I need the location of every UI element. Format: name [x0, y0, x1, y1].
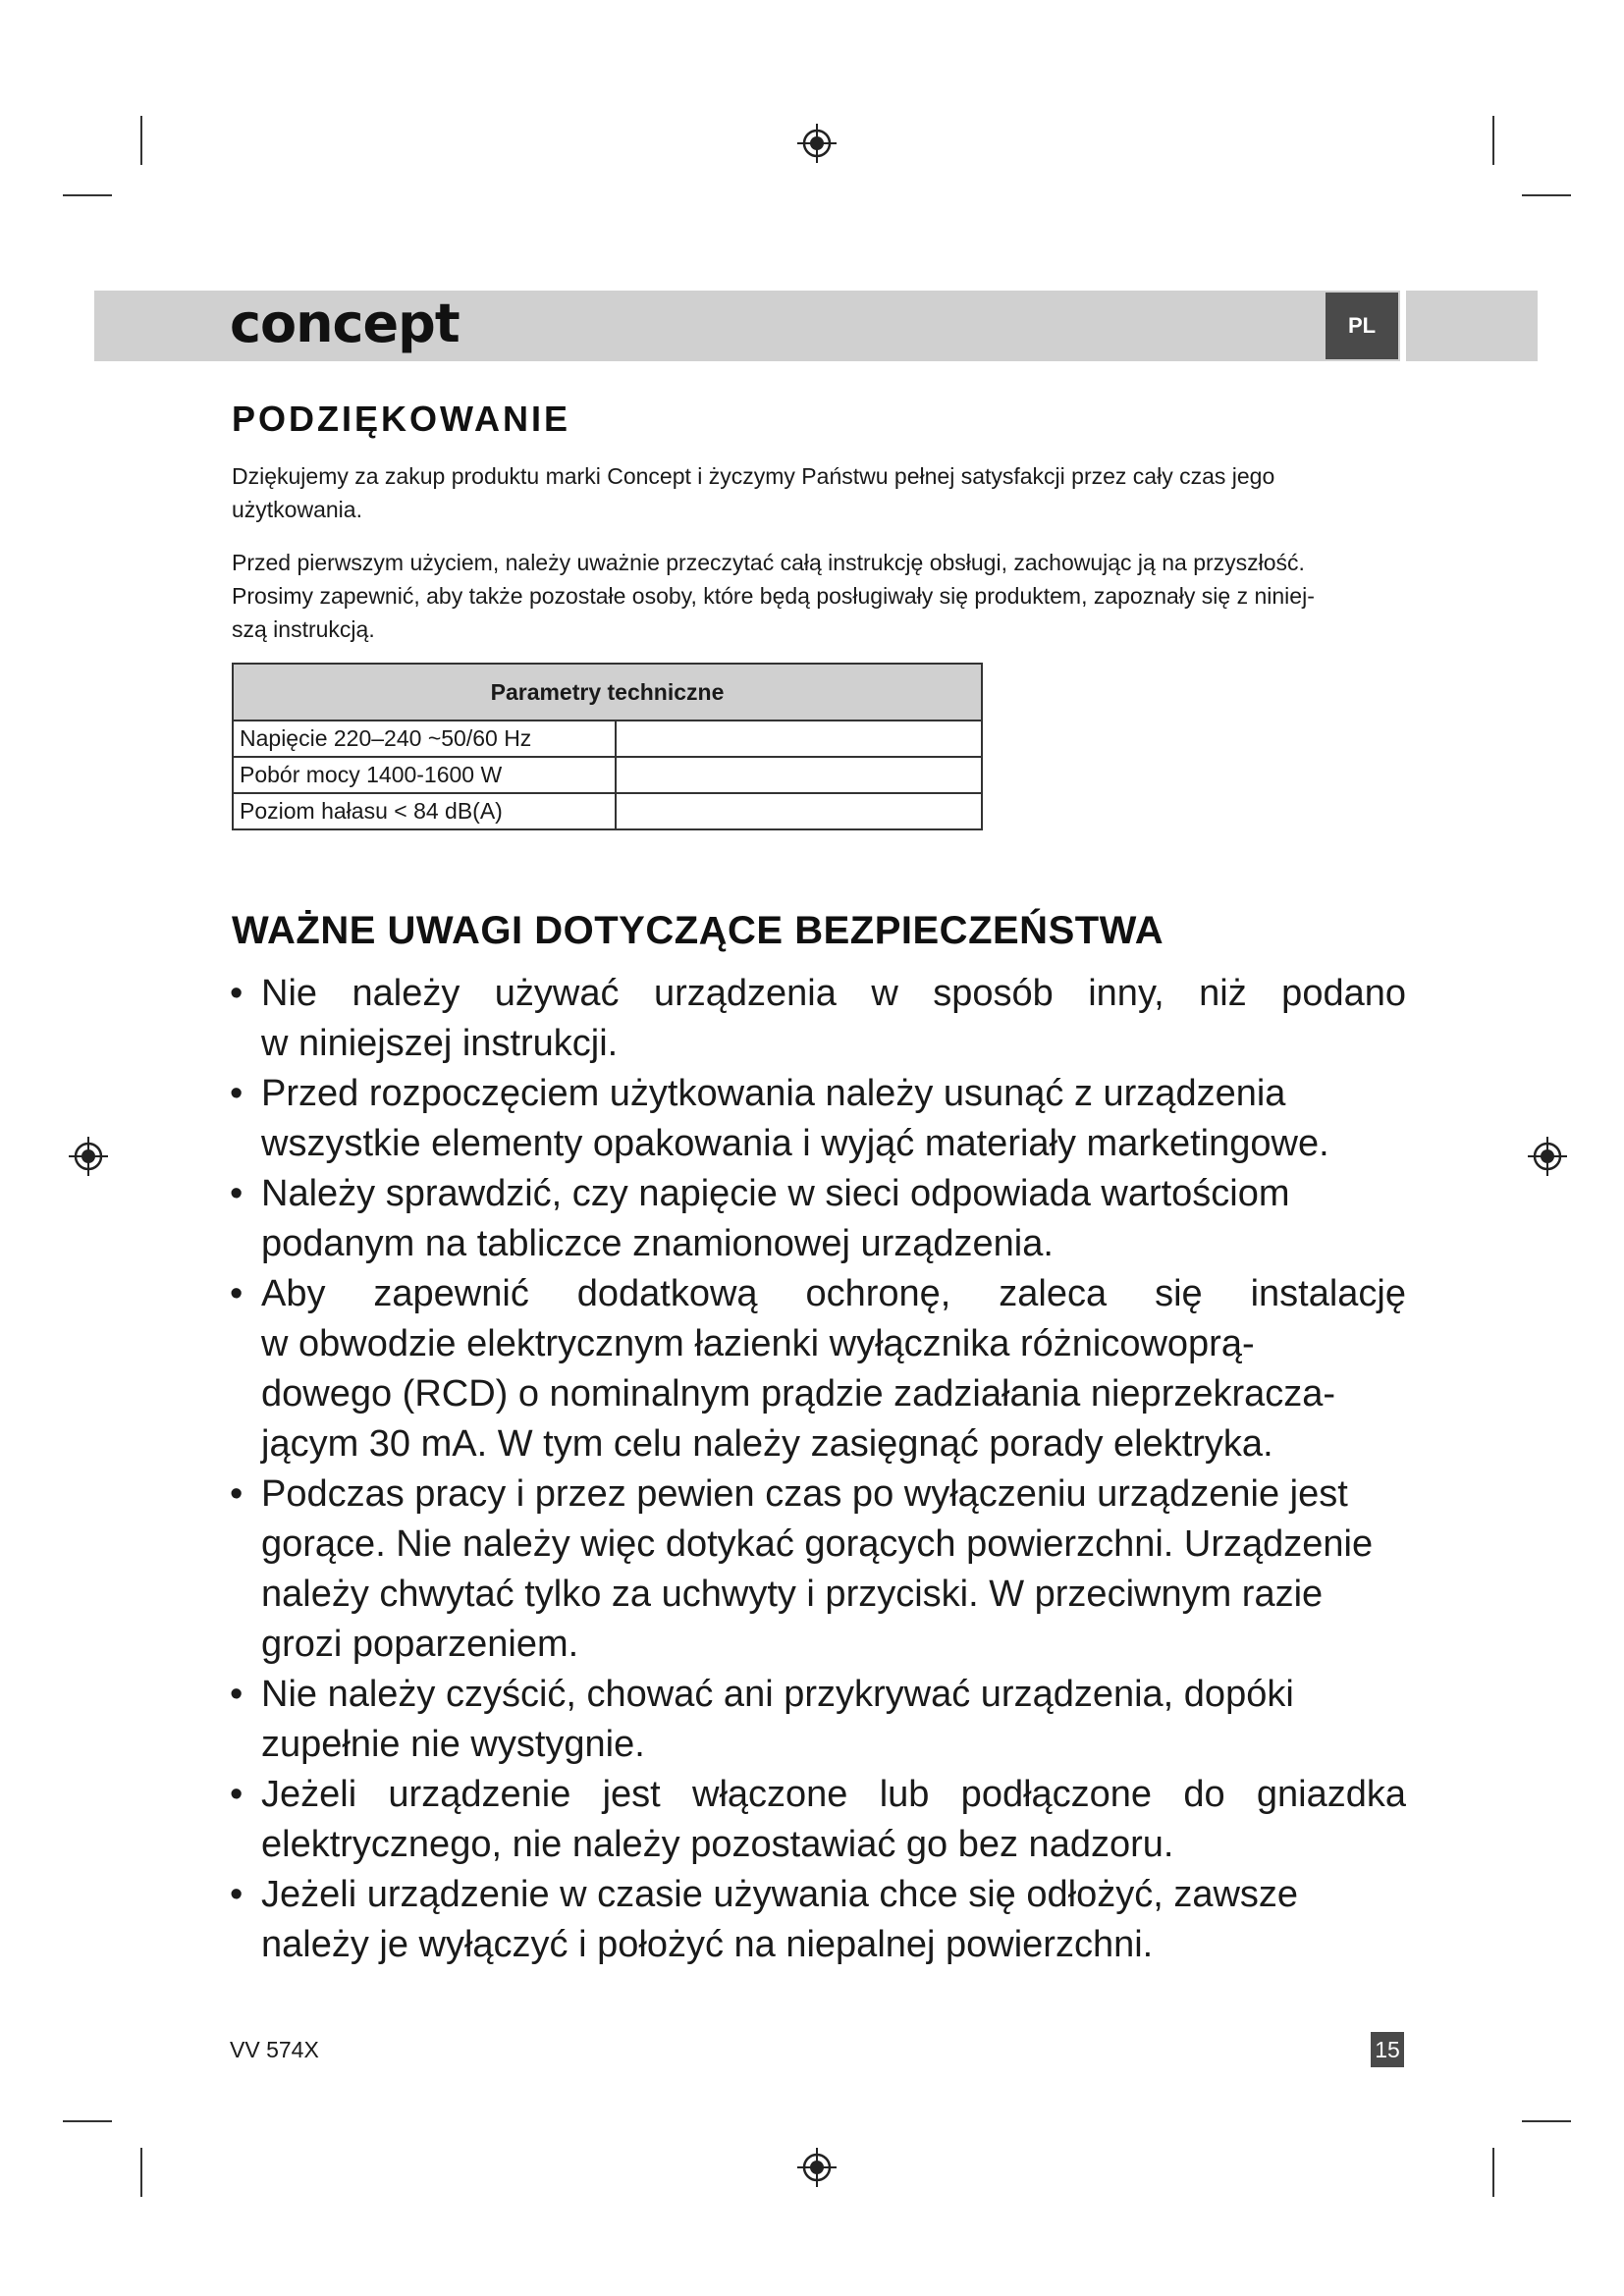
- spec-value: [616, 721, 982, 757]
- list-item: [228, 1069, 1406, 1169]
- bullet-icon: •: [230, 973, 244, 1014]
- text-line: Jeżeli urządzenie w czasie używania chce się odłożyć, zawsze: [261, 1874, 1299, 1915]
- spec-table-header: Parametry techniczne: [233, 664, 982, 721]
- brand-logo: concept: [230, 293, 460, 354]
- bullet-icon: •: [230, 1173, 244, 1214]
- page-number: 15: [1371, 2032, 1404, 2067]
- thanks-paragraph-2: [232, 546, 1390, 646]
- bullet-icon: •: [230, 1273, 244, 1314]
- text-line: użytkowania.: [232, 497, 362, 522]
- text-line: Należy sprawdzić, czy napięcie w sieci odpowiada wartościom: [261, 1173, 1290, 1214]
- text-line: grozi poparzeniem.: [261, 1624, 579, 1665]
- spec-label: Napięcie 220–240 ~50/60 Hz: [233, 721, 616, 757]
- crop-mark: [1522, 194, 1571, 196]
- registration-mark-icon: [795, 2146, 839, 2189]
- header-divider: [1400, 291, 1406, 361]
- spec-value: [616, 793, 982, 829]
- text-line: należy je wyłączyć i położyć na niepalnej powierzchni.: [261, 1924, 1154, 1965]
- list-item: [228, 969, 1406, 1069]
- text-line: podanym na tabliczce znamionowej urządzenia.: [261, 1223, 1054, 1264]
- table-row: [233, 793, 982, 829]
- text-line: szą instrukcją.: [232, 616, 375, 642]
- registration-mark-icon: [1526, 1135, 1569, 1178]
- text-line: w obwodzie elektrycznym łazienki wyłącznika różnicowoprą-: [261, 1323, 1255, 1364]
- table-row: [233, 721, 982, 757]
- crop-mark: [63, 2120, 112, 2122]
- crop-mark: [63, 194, 112, 196]
- bullet-icon: •: [230, 1674, 244, 1715]
- spec-value: [616, 757, 982, 793]
- text-line: Aby zapewnić dodatkową ochronę, zaleca się instalację: [261, 1273, 1406, 1314]
- bullet-icon: •: [230, 1073, 244, 1114]
- text-line: w niniejszej instrukcji.: [261, 1023, 619, 1064]
- text-line: Nie należy czyścić, chować ani przykrywać urządzenia, dopóki: [261, 1674, 1294, 1715]
- model-number: VV 574X: [230, 2037, 319, 2062]
- text-line: Prosimy zapewnić, aby także pozostałe osoby, które będą posługiwały się produktem, zapoznały się z niniej-: [232, 583, 1315, 609]
- text-line: Przed rozpoczęciem użytkowania należy usunąć z urządzenia: [261, 1073, 1286, 1114]
- list-item: [228, 1670, 1406, 1770]
- list-item: [228, 1870, 1406, 1970]
- text-line: dowego (RCD) o nominalnym prądzie zadziałania nieprzekracza-: [261, 1373, 1336, 1415]
- table-row: [233, 757, 982, 793]
- language-badge: PL: [1326, 293, 1398, 359]
- crop-mark: [1522, 2120, 1571, 2122]
- text-line: Przed pierwszym użyciem, należy uważnie przeczytać całą instrukcję obsługi, zachowując ją na przyszłość.: [232, 550, 1305, 575]
- registration-mark-icon: [67, 1135, 110, 1178]
- text-line: należy chwytać tylko za uchwyty i przyciski. W przeciwnym razie: [261, 1574, 1324, 1615]
- spec-table: [232, 663, 983, 830]
- text-line: elektrycznego, nie należy pozostawiać go bez nadzoru.: [261, 1824, 1174, 1865]
- registration-mark-icon: [795, 122, 839, 165]
- text-line: Podczas pracy i przez pewien czas po wyłączeniu urządzenie jest: [261, 1473, 1348, 1515]
- crop-mark: [1492, 2148, 1494, 2197]
- crop-mark: [140, 2148, 142, 2197]
- text-line: gorące. Nie należy więc dotykać gorących powierzchni. Urządzenie: [261, 1523, 1374, 1565]
- text-line: Nie należy używać urządzenia w sposób inny, niż podano: [261, 973, 1406, 1014]
- crop-mark: [1492, 116, 1494, 165]
- list-item: [228, 1269, 1406, 1469]
- section-title-thanks: PODZIĘKOWANIE: [232, 399, 571, 439]
- safety-list: [228, 969, 1406, 1970]
- text-line: jącym 30 mA. W tym celu należy zasięgnąć porady elektryka.: [261, 1423, 1273, 1465]
- list-item: [228, 1469, 1406, 1670]
- list-item: [228, 1169, 1406, 1269]
- bullet-icon: •: [230, 1774, 244, 1815]
- section-title-safety: WAŻNE UWAGI DOTYCZĄCE BEZPIECZEŃSTWA: [232, 909, 1164, 952]
- bullet-icon: •: [230, 1874, 244, 1915]
- crop-mark: [140, 116, 142, 165]
- spec-label: Poziom hałasu < 84 dB(A): [233, 793, 616, 829]
- text-line: Dziękujemy za zakup produktu marki Concept i życzymy Państwu pełnej satysfakcji przez cały czas jego: [232, 463, 1275, 489]
- text-line: Jeżeli urządzenie jest włączone lub podłączone do gniazdka: [261, 1774, 1406, 1815]
- text-line: zupełnie nie wystygnie.: [261, 1724, 645, 1765]
- text-line: wszystkie elementy opakowania i wyjąć materiały marketingowe.: [261, 1123, 1329, 1164]
- thanks-paragraph-1: [232, 459, 1390, 526]
- list-item: [228, 1770, 1406, 1870]
- spec-label: Pobór mocy 1400-1600 W: [233, 757, 616, 793]
- bullet-icon: •: [230, 1473, 244, 1515]
